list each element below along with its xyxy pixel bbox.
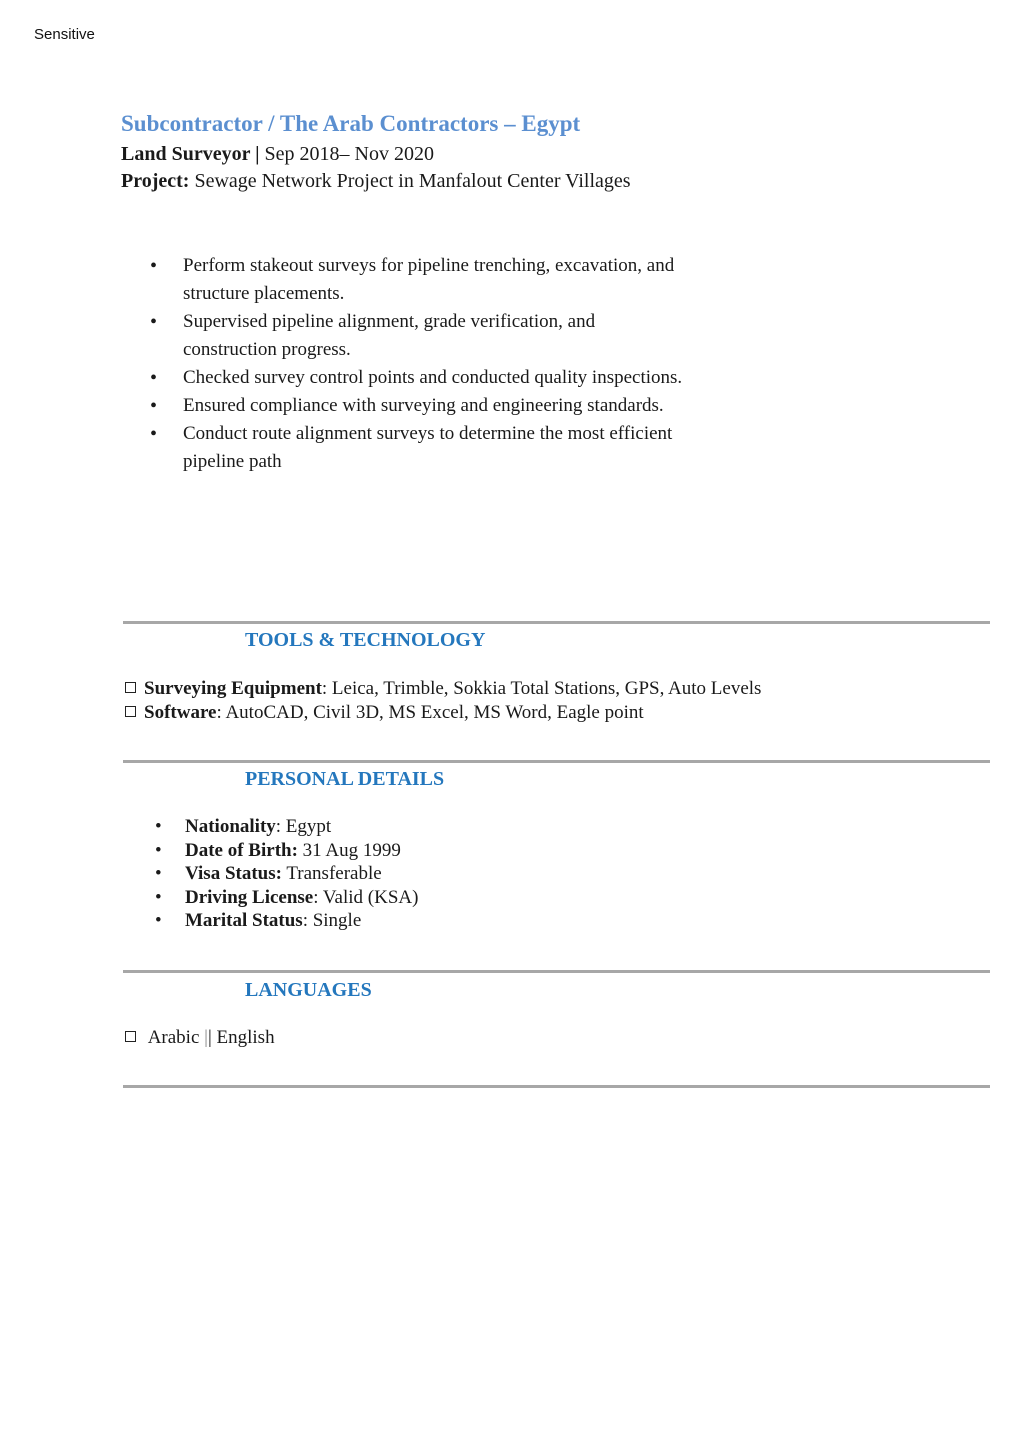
checkbox-icon: [125, 682, 136, 693]
project-value: Sewage Network Project in Manfalout Center Villages: [194, 170, 631, 192]
detail-item: [155, 839, 418, 863]
tools-item-value: : AutoCAD, Civil 3D, MS Excel, MS Word, Eagle point: [216, 702, 644, 723]
tools-item: [125, 702, 644, 724]
sensitivity-label: Sensitive: [34, 26, 95, 43]
detail-value: : Single: [302, 910, 362, 932]
section-divider: [123, 970, 990, 973]
detail-label: Visa Status:: [185, 863, 282, 885]
duty-item: • Supervised pipeline alignment, grade verification, and construction progress.: [150, 308, 690, 364]
duty-item: • Checked survey control points and conducted quality inspections.: [150, 364, 690, 392]
detail-item: [155, 862, 418, 886]
personal-heading: PERSONAL DETAILS: [245, 768, 445, 790]
tools-item-label: Software: [144, 702, 217, 723]
tools-item-label: Surveying Equipment: [144, 678, 322, 699]
job-role: Land Surveyor |: [121, 143, 260, 165]
duties-list: [150, 252, 690, 476]
detail-value: : Egypt: [275, 816, 332, 837]
detail-value: 31 Aug 1999: [297, 839, 401, 861]
tools-item: [125, 678, 761, 700]
detail-label: Date of Birth:: [185, 839, 298, 861]
company-heading: Subcontractor / The Arab Contractors – Egypt: [121, 111, 581, 136]
checkbox-icon: [125, 706, 136, 717]
detail-item: [155, 886, 418, 910]
language-separator: |: [204, 1027, 208, 1048]
duty-item: • Ensured compliance with surveying and engineering standards.: [150, 392, 690, 420]
detail-value: : Valid (KSA): [313, 886, 419, 908]
detail-label: Nationality: [185, 816, 276, 837]
language-second: | English: [207, 1027, 275, 1048]
duty-item: • Conduct route alignment surveys to determine the most efficient pipeline path: [150, 420, 690, 476]
role-line: [121, 143, 434, 166]
project-label: Project:: [121, 170, 190, 192]
tools-heading: TOOLS & TECHNOLOGY: [245, 629, 486, 651]
detail-label: Marital Status: [185, 910, 303, 932]
languages-line: [125, 1027, 275, 1049]
section-divider: [123, 760, 990, 763]
detail-value: Transferable: [281, 863, 382, 885]
job-dates: Sep 2018– Nov 2020: [264, 143, 434, 165]
languages-heading: LANGUAGES: [245, 979, 372, 1001]
section-divider: [123, 1085, 990, 1088]
detail-item: [155, 909, 418, 933]
project-line: [121, 170, 631, 193]
personal-details-list: [155, 815, 418, 933]
tools-item-value: : Leica, Trimble, Sokkia Total Stations, GPS, Auto Levels: [321, 678, 762, 699]
detail-label: Driving License: [185, 886, 314, 908]
section-divider: [123, 621, 990, 624]
language-first: Arabic: [147, 1027, 200, 1048]
duty-item: • Perform stakeout surveys for pipeline trenching, excavation, and structure placements.: [150, 252, 690, 308]
checkbox-icon: [125, 1031, 136, 1042]
detail-item: [155, 815, 418, 839]
